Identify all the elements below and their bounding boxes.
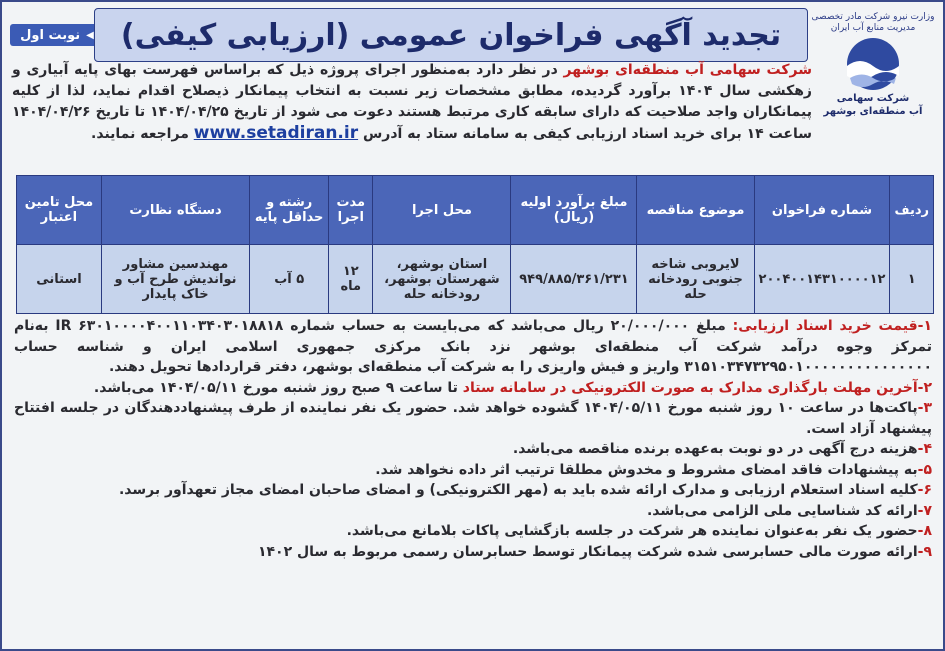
company-logo [811, 8, 935, 138]
cell-row-number: ۱ [890, 245, 934, 314]
cell-estimate: ۹۴۹/۸۸۵/۳۶۱/۲۳۱ [511, 245, 637, 314]
arrow-left-icon: ◀ [86, 29, 94, 41]
note-text: کلیه اسناد استعلام ارزیابی و مدارک ارائه شده باید به (مهر الکترونیکی) و امضای صاحبان امضای مجاز تعهدآور برسد. [118, 482, 918, 498]
note-text: پاکت‌ها در ساعت ۱۰ روز شنبه مورخ ۱۴۰۴/۰۵/۱۱ گشوده خواهد شد. حضور یک نفر نماینده از طرف پیشنهاددهندگان در جلسه افتتاح پیشنهاد آزاد است. [14, 400, 932, 437]
note-item [14, 316, 932, 378]
note-item [14, 439, 932, 460]
cell-funding: استانی [17, 245, 102, 314]
col-header-call-number: شماره فراخوان [754, 176, 890, 245]
table-header-row [17, 176, 934, 245]
col-header-estimate: مبلغ برآورد اولیه (ریال) [511, 176, 637, 245]
logo-ministry-text: وزارت نیرو شرکت مادر تخصصی مدیریت منابع آب ایران [811, 12, 935, 33]
note-number: ۶- [917, 482, 932, 498]
setad-link[interactable]: www.setadiran.ir [193, 123, 359, 143]
intro-paragraph [12, 60, 812, 145]
note-number: ۲- [917, 379, 932, 396]
note-number: ۷- [917, 502, 932, 519]
note-text: ارائه صورت مالی حسابرسی شده شرکت پیمانکار توسط حسابرسان رسمی مربوط به سال ۱۴۰۲ [257, 543, 918, 560]
note-item [14, 480, 932, 501]
note-number: ۹- [917, 543, 932, 560]
note-number: ۱- [917, 318, 932, 334]
col-header-grade: رشته و حداقل پایه [250, 176, 329, 245]
cell-supervisor: مهندسین مشاور نواندیش طرح آب و خاک پایدار [101, 245, 249, 314]
tender-table [16, 175, 934, 314]
cell-call-number: ۲۰۰۴۰۰۱۴۳۱۰۰۰۰۱۲ [754, 245, 890, 314]
col-header-duration: مدت اجرا [329, 176, 373, 245]
note-item [14, 398, 932, 439]
table-row [17, 245, 934, 314]
cell-duration: ۱۲ ماه [329, 245, 373, 314]
note-text: حضور یک نفر به‌عنوان نماینده هر شرکت در جلسه بازگشایی پاکات بلامانع می‌باشد. [346, 523, 918, 539]
note-number: ۴- [917, 441, 932, 457]
note-item [14, 521, 932, 542]
note-number: ۸- [917, 523, 932, 539]
logo-company-line-2: آب منطقه‌ای بوشهر [823, 106, 923, 117]
note-number: ۵- [917, 461, 932, 478]
water-drop-icon [838, 36, 908, 92]
note-text: ارائه کد شناسایی ملی الزامی می‌باشد. [646, 502, 918, 519]
conditions-list [14, 316, 932, 562]
intro-text-1: در نظر دارد به‌منظور اجرای پروژه ذیل که براساس فهرست بهای پایه آبیاری و زهکشی سال ۱۴۰۴ برآورد گردیده، مطابق مشخصات زیر نسبت به انتخاب پیمانکار ذیصلاح اقدام نماید، لذا از کلیه پیمانکاران واجد صلاحیت که دارای سابقه کاری مرتبط هستند دعوت می شود از تاریخ ۱۴۰۴/۰۴/۲۵ تا تاریخ ۱۴۰۴/۰۴/۲۶ ساعت ۱۴ برای خرید اسناد ارزیابی کیفی به سامانه ستاد به آدرس [12, 62, 812, 142]
note-number: ۳- [917, 400, 932, 416]
note-text: به پیشنهادات فاقد امضای مشروط و مخدوش مطلقا ترتیب اثر داده نخواهد شد. [375, 461, 918, 478]
col-header-subject: موضوع مناقصه [637, 176, 754, 245]
note-text: تا ساعت ۹ صبح روز شنبه مورخ ۱۴۰۴/۰۵/۱۱ می‌باشد. [93, 379, 458, 396]
ad-title-bar [94, 8, 808, 62]
col-header-row-number: ردیف [890, 176, 934, 245]
note-item [14, 501, 932, 522]
note-heading: قیمت خرید اسناد ارزیابی: [732, 318, 918, 334]
cell-subject: لایروبی شاخه جنوبی رودخانه حله [637, 245, 754, 314]
col-header-funding: محل تامین اعتبار [17, 176, 102, 245]
cell-location: استان بوشهر، شهرستان بوشهر، رودخانه حله [373, 245, 511, 314]
ad-title: تجدید آگهی فراخوان عمومی (ارزیابی کیفی) [120, 17, 782, 53]
note-text: هزینه درج آگهی در دو نوبت به‌عهده برنده مناقصه می‌باشد. [512, 441, 918, 457]
col-header-location: محل اجرا [373, 176, 511, 245]
badge-label: نوبت اول [20, 27, 81, 43]
company-name: شرکت سهامی آب منطقه‌ای بوشهر [563, 62, 813, 78]
first-round-badge [10, 24, 104, 46]
note-item [14, 460, 932, 481]
note-item [14, 542, 932, 563]
intro-text-2: مراجعه نمایند. [91, 126, 189, 142]
note-item [14, 378, 932, 399]
col-header-supervisor: دستگاه نظارت [101, 176, 249, 245]
logo-company-line-1: شرکت سهامی [836, 93, 910, 104]
note-heading: آخرین مهلت بارگذاری مدارک به صورت الکترونیکی در سامانه ستاد [462, 379, 918, 396]
note-text: مبلغ ۲۰/۰۰۰/۰۰۰ ریال می‌باشد که می‌بایست به حساب شماره IR ۶۳۰۱۰۰۰۰۴۰۰۱۱۰۳۴۰۳۰۱۸۸۱۸ به‌نام تمرکز وجوه درآمد شرکت آب منطقه‌ای بوشهر نزد بانک مرکزی جمهوری اسلامی ایران و شناسه حساب ۳۱۵۱۰۳۴۷۳۲۹۵۰۱۰۰۰۰۰۰۰۰۰۰۰۰۰۰۰ واریز و فیش واریزی را به شرکت آب منطقه‌ای بوشهر، دفتر قراردادها تحویل دهند. [14, 318, 932, 375]
cell-grade: ۵ آب [250, 245, 329, 314]
